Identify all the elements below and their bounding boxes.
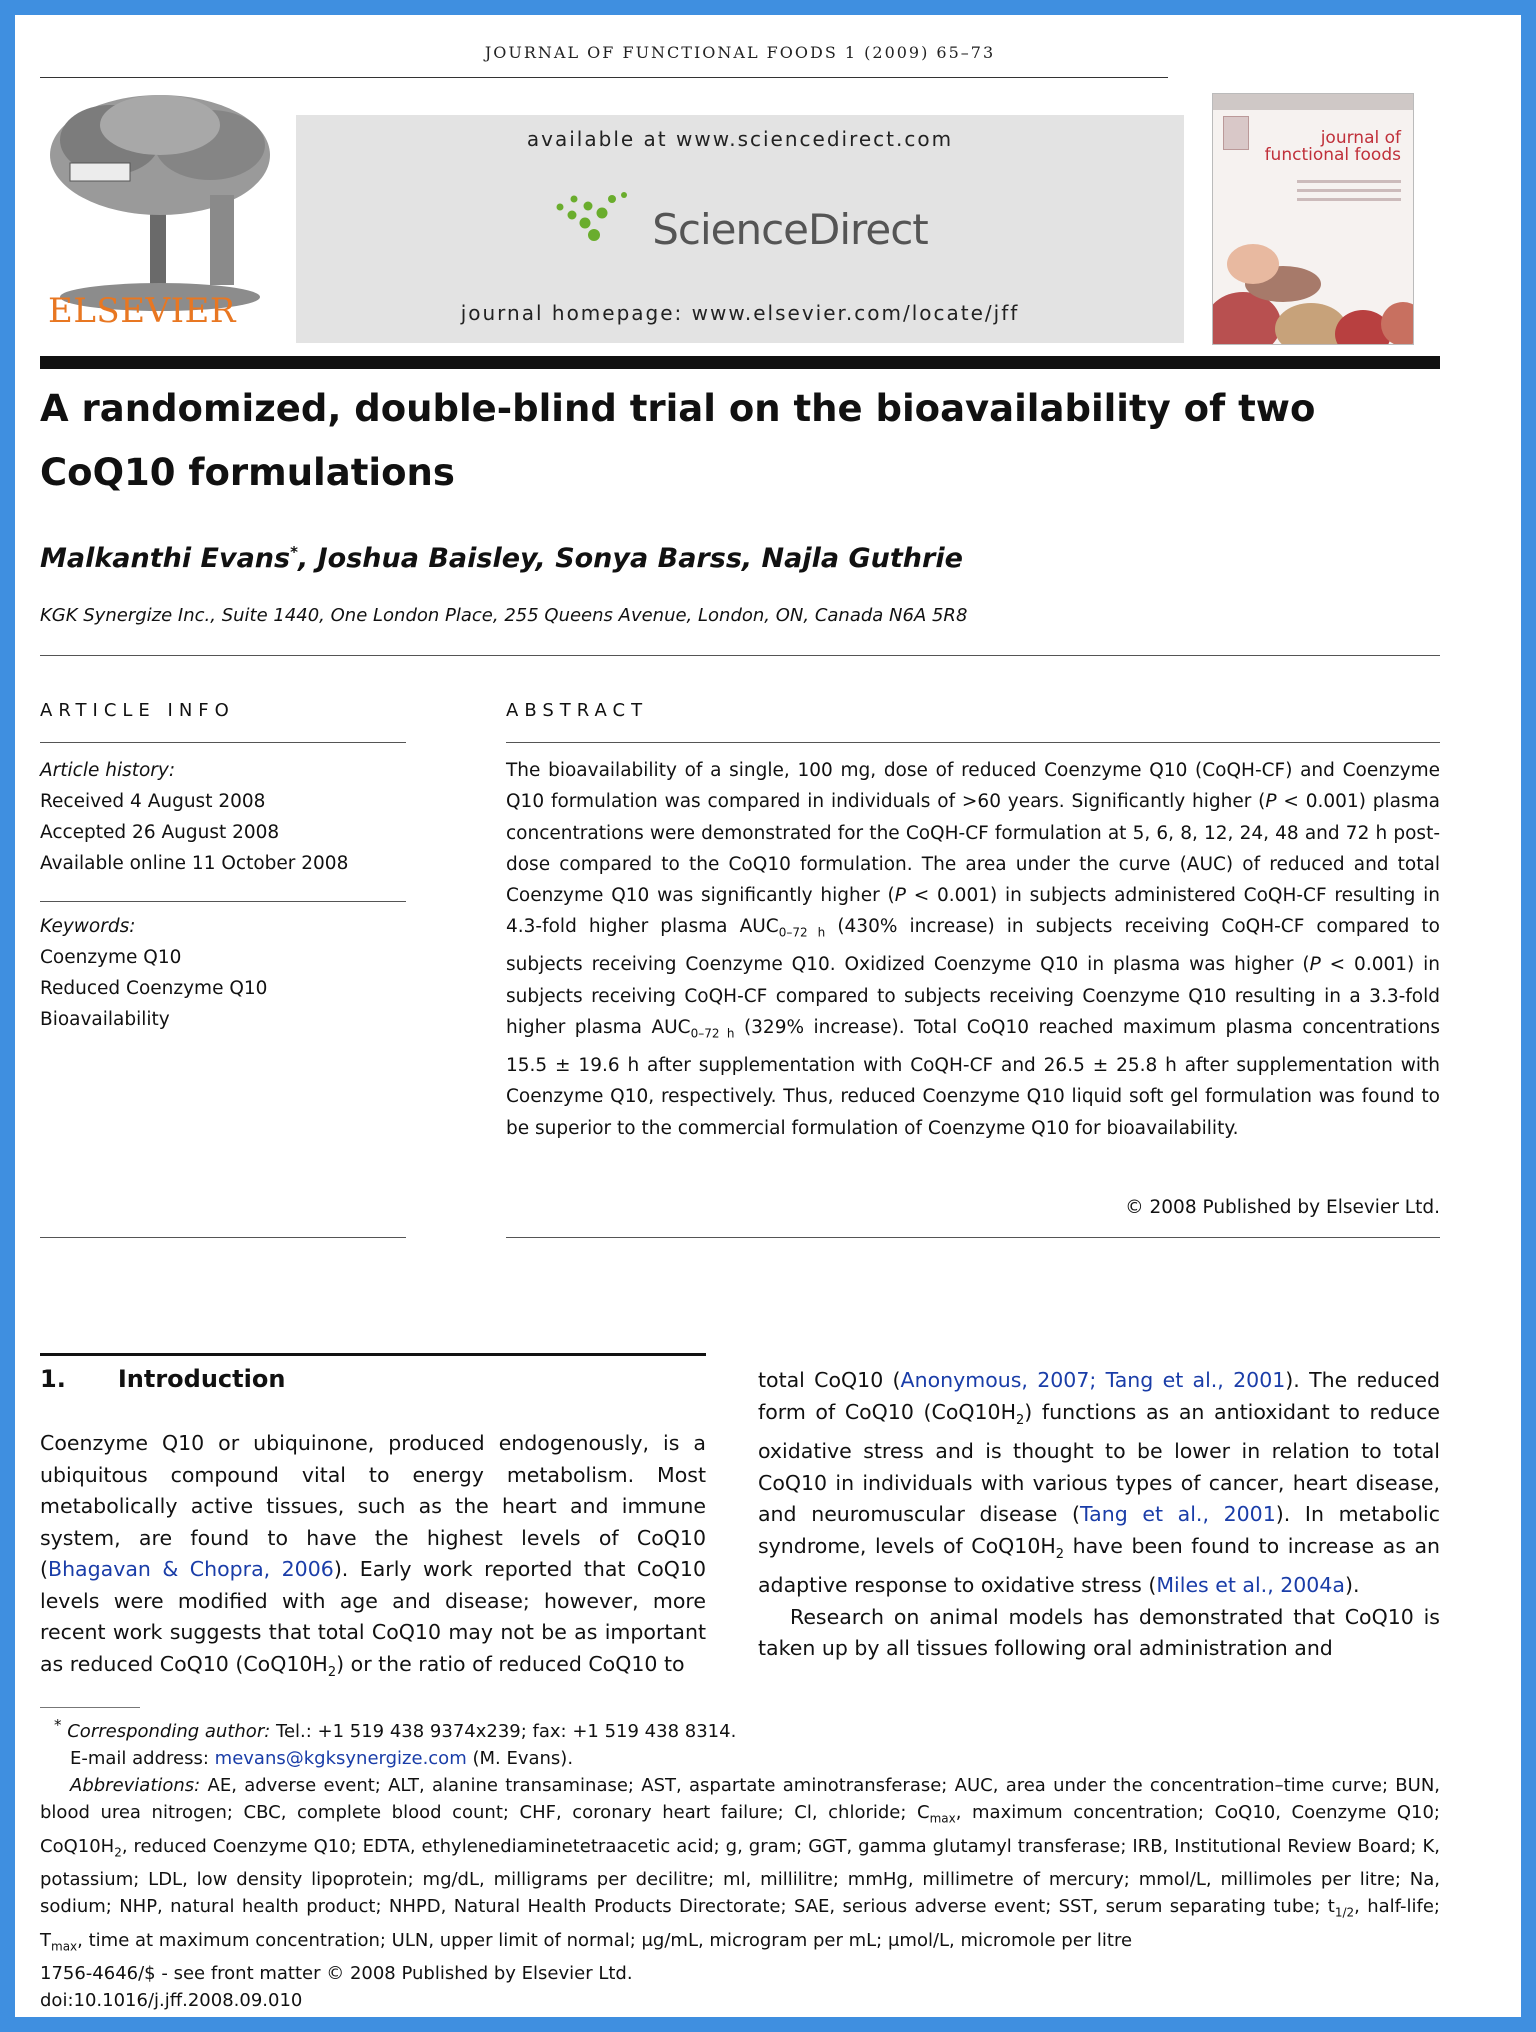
header-rule xyxy=(40,77,1168,78)
footnotes: * Corresponding author: Tel.: +1 519 438 9374x239; fax: +1 519 438 8314. E-mail address: mevans@kgksynergize.com (M. Evans). Abbreviations: AE, adverse event; ALT, alanine transaminase; AST, aspartate aminotransferase; AUC, area under the concentration–time curve; BUN, blood urea nitrogen; CBC, complete blood count; CHF, coronary heart failure; Cl, chloride; $C_{max}$, maximum concentration; CoQ10, Coenzyme Q10; $CoQ10H_2$, reduced Coenzyme Q10; EDTA, ethylenediaminetetraacetic acid; g, gram; GGT, gamma glutamyl transferase; IRB, Institutional Review Board; K, potassium; LDL, low density lipoprotein; mg/dL, milligrams per decilitre; ml, millilitre; mmHg, millimetre of mercury; mmol/L, millimoles per litre; Na, sodium; NHP, natural health product; NHPD, Natural Health Products Directorate; SAE, serious adverse event; SST, serum separating tube; $t_{1/2}$, half-life; $T_{max}$, time at maximum concentration; ULN, upper limit of normal; μg/mL, microgram per mL; μmol/L, micromole per litre 1756-4646/$ - see front matter © 2008 Published by Elsevier Ltd. doi:10.1016/j.jff.2008.09.010 xyxy=(40,1712,1440,2014)
article-info-rule xyxy=(40,742,406,743)
elsevier-wordmark: ELSEVIER xyxy=(48,291,236,331)
article-title: A randomized, double-blind trial on the bioavailability of two CoQ10 formulations xyxy=(40,387,1316,494)
affiliation-rule xyxy=(40,655,1440,656)
citation-link[interactable]: Anonymous, 2007; Tang et al., 2001 xyxy=(900,1368,1286,1392)
info-bottom-rule xyxy=(40,1237,406,1238)
intro-rule xyxy=(40,1353,706,1356)
elsevier-logo xyxy=(40,85,284,343)
author-evans[interactable]: Malkanthi Evans xyxy=(40,543,291,574)
journal-homepage-text: journal homepage: www.elsevier.com/locate/jff xyxy=(460,301,1020,325)
running-header: JOURNAL OF FUNCTIONAL FOODS 1 (2009) 65–73 xyxy=(484,43,996,62)
email-link[interactable]: mevans@kgksynergize.com xyxy=(214,1748,467,1769)
author-list xyxy=(40,543,1440,574)
citation-link[interactable]: Bhagavan & Chopra, 2006 xyxy=(48,1557,334,1581)
cover-food-image-icon xyxy=(1213,224,1413,344)
history-rule xyxy=(40,901,406,902)
abstract-heading: ABSTRACT xyxy=(506,700,649,721)
issn-line: 1756-4646/$ - see front matter © 2008 Published by Elsevier Ltd. xyxy=(40,1963,633,1985)
citation-link[interactable]: Miles et al., 2004a xyxy=(1156,1573,1345,1598)
keywords: Keywords: Coenzyme Q10 Reduced Coenzyme Q10 Bioavailability xyxy=(40,911,406,1035)
abstract-text: The bioavailability of a single, 100 mg, dose of reduced Coenzyme Q10 (CoQH-CF) and Coenzyme Q10 formulation was compared in individuals of >60 years. Significantly higher (P < 0.001) plasma concentrations were demonstrated for the CoQH-CF formulation at 5, 6, 8, 12, 24, 48 and 72 h post-dose compared to the CoQ10 formulation. The area under the curve (AUC) of reduced and total Coenzyme Q10 was significantly higher (P < 0.001) in subjects administered CoQH-CF resulting in 4.3-fold higher plasma $AUC_{0-72 h}$ (430% increase) in subjects receiving CoQH-CF compared to subjects receiving Coenzyme Q10. Oxidized Coenzyme Q10 in plasma was higher (P < 0.001) in subjects receiving CoQH-CF compared to subjects receiving Coenzyme Q10 resulting in a 3.3-fold higher plasma $AUC_{0-72 h}$ (329% increase). Total CoQ10 reached maximum plasma concentrations 15.5 ± 19.6 h after supplementation with CoQH-CF and 26.5 ± 25.8 h after supplementation with Coenzyme Q10, respectively. Thus, reduced Coenzyme Q10 liquid soft gel formulation was found to be superior to the commercial formulation of Coenzyme Q10 for bioavailability. xyxy=(506,760,1441,1139)
sciencedirect-banner xyxy=(296,115,1184,343)
cover-elsevier-icon xyxy=(1223,116,1249,150)
available-at-text: available at www.sciencedirect.com xyxy=(526,127,954,151)
affiliation: KGK Synergize Inc., Suite 1440, One London Place, 255 Queens Avenue, London, ON, Canada N6A 5R8 xyxy=(40,605,968,626)
section-heading: 1. Introduction xyxy=(40,1365,286,1393)
article-history: Article history: Received 4 August 2008 Accepted 26 August 2008 Available online 11 October 2008 xyxy=(40,760,349,874)
intro-right-column: total CoQ10 (Anonymous, 2007; Tang et al., 2001). The reduced form of CoQ10 $(CoQ10H_2)$ functions as an antioxidant to reduce oxidative stress and is thought to be lower in relation to total CoQ10 in individuals with various types of cancer, heart disease, and neuromuscular disease (Tang et al., 2001). In metabolic syndrome, levels of $CoQ10H_2$ have been found to increase as an adaptive response to oxidative stress (Miles et al., 2004a). Research on animal models has demonstrated that CoQ10 is taken up by all tissues following oral administration and xyxy=(758,1368,1441,1661)
keyword: Coenzyme Q10 xyxy=(40,947,182,968)
title-rule xyxy=(40,356,1440,369)
citation-link[interactable]: Tang et al., 2001 xyxy=(1080,1502,1276,1527)
other-authors: , Joshua Baisley, Sonya Barss, Najla Guthrie xyxy=(297,543,963,574)
article-info-heading: ARTICLE INFO xyxy=(40,700,235,721)
footnote-rule xyxy=(40,1707,140,1708)
abstract-bottom-rule xyxy=(506,1237,1440,1238)
corresponding-mark[interactable]: * xyxy=(290,543,298,561)
abstract-rule xyxy=(506,742,1440,743)
intro-left-column: Coenzyme Q10 or ubiquinone, produced endogenously, is a ubiquitous compound vital to energy metabolism. Most metabolically active tissues, such as the heart and immune system, are found to have the highest levels of CoQ10 (Bhagavan & Chopra, 2006). Early work reported that CoQ10 levels were modified with age and disease; however, more recent work suggests that total CoQ10 may not be as important as reduced CoQ10 $(CoQ10H_2)$ or the ratio of reduced CoQ10 to xyxy=(40,1431,706,1680)
keyword: Bioavailability xyxy=(40,1009,170,1030)
cover-title: journal of functional foods xyxy=(1264,128,1401,165)
sciencedirect-wordmark: ScienceDirect xyxy=(652,205,928,254)
journal-cover-thumbnail xyxy=(1212,93,1414,345)
keyword: Reduced Coenzyme Q10 xyxy=(40,978,268,999)
copyright: © 2008 Published by Elsevier Ltd. xyxy=(1125,1197,1440,1218)
doi-line: doi:10.1016/j.jff.2008.09.010 xyxy=(40,1990,303,2012)
